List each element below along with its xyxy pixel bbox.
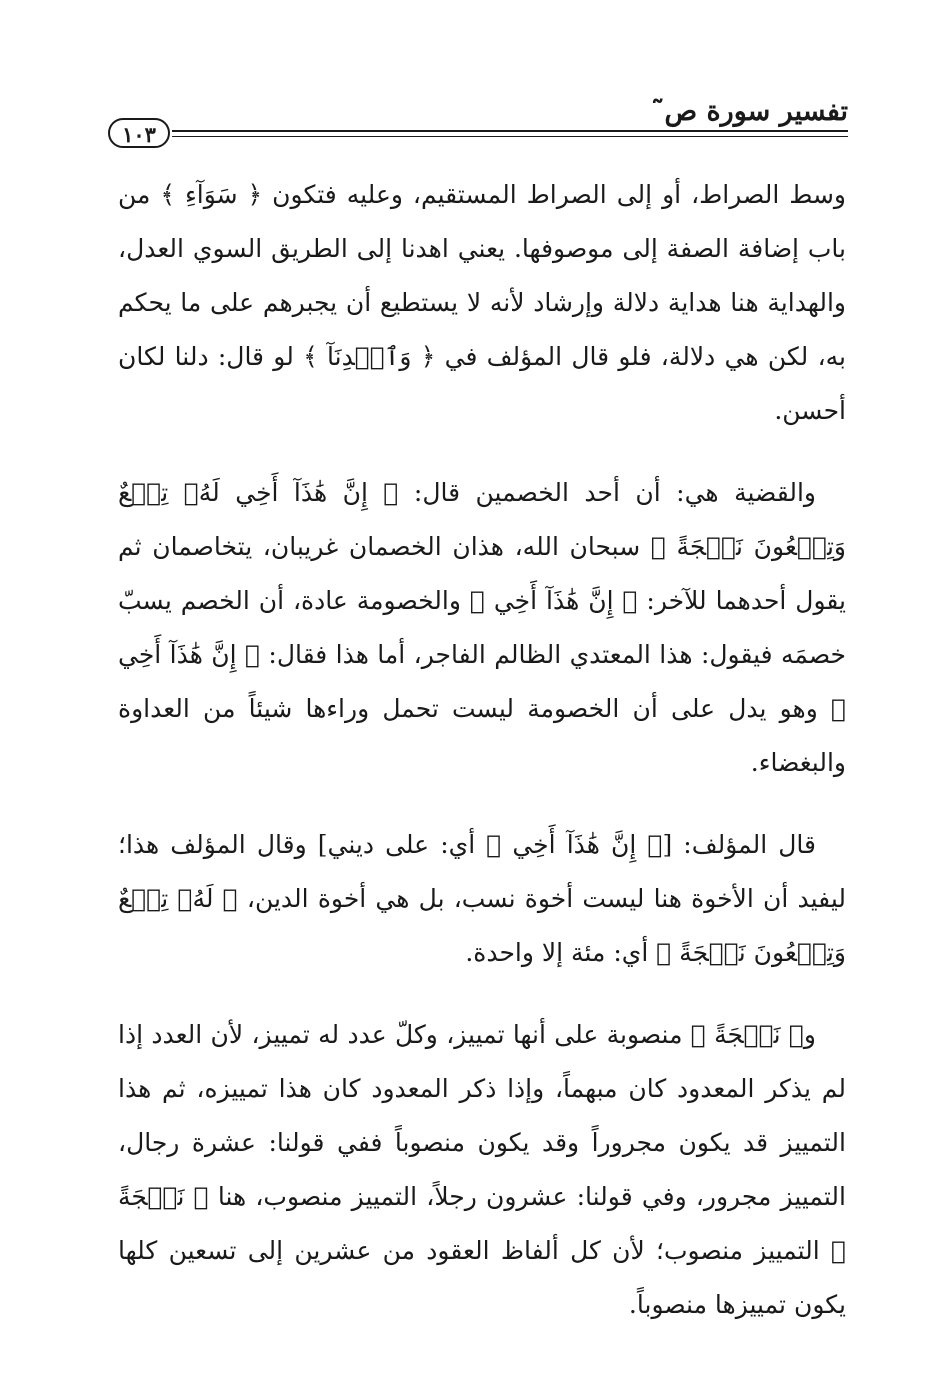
running-title: تفسير سورة ص̃ — [664, 96, 848, 127]
page-header — [100, 96, 848, 152]
header-rule — [172, 130, 848, 132]
page-number: ١٠٣ — [108, 118, 170, 148]
header-rule-thin — [172, 136, 848, 137]
paragraph: قال المؤلف: [﴿ إِنَّ هَٰذَآ أَخِي ﴾ أي: على ديني] وقال المؤلف هذا؛ ليفيد أن الأخوة هنا ليست أخوة نسب، بل هي أخوة الدين، ﴿ لَهُۥ تِسۡعٌ وَتِسۡعُونَ نَعۡجَةً ﴾ أي: مئة إلا واحدة. — [118, 830, 846, 967]
paragraph: وسط الصراط، أو إلى الصراط المستقيم، وعليه فتكون ﴿ سَوَآءِ ﴾ من باب إضافة الصفة إلى موصوفها. يعني اهدنا إلى الطريق السوي العدل، والهداية هنا هداية دلالة وإرشاد لأنه لا يستطيع أن يجبرهم على ما يحكم به، لكن هي دلالة، فلو قال المؤلف في ﴿ وَٱهۡدِنَآ ﴾ لو قال: دلنا لكان أحسن. — [118, 180, 846, 425]
paragraph: و﴿ نَعۡجَةً ﴾ منصوبة على أنها تمييز، وكلّ عدد له تمييز، لأن العدد إذا لم يذكر المعدود كان مبهماً، وإذا ذكر المعدود كان هذا تمييزه، ثم هذا التمييز قد يكون مجروراً وقد يكون منصوباً ففي قولنا: عشرة رجال، التمييز مجرور، وفي قولنا: عشرون رجلاً، التمييز منصوب، هنا ﴿ نَعۡجَةً ﴾ التمييز منصوب؛ لأن كل ألفاظ العقود من عشرين إلى تسعين كلها يكون تمييزها منصوباً. — [118, 1020, 846, 1319]
page-body — [118, 168, 846, 1360]
paragraph: والقضية هي: أن أحد الخصمين قال: ﴿ إِنَّ هَٰذَآ أَخِي لَهُۥ تِسۡعٌ وَتِسۡعُونَ نَعۡجَةً ﴾ سبحان الله، هذان الخصمان غريبان، يتخاصمان ثم يقول أحدهما للآخر: ﴿ إِنَّ هَٰذَآ أَخِي ﴾ والخصومة عادة، أن الخصم يسبّ خصمَه فيقول: هذا المعتدي الظالم الفاجر، أما هذا فقال: ﴿ إِنَّ هَٰذَآ أَخِي ﴾ وهو يدل على أن الخصومة ليست تحمل وراءها شيئاً من العداوة والبغضاء. — [118, 478, 846, 777]
